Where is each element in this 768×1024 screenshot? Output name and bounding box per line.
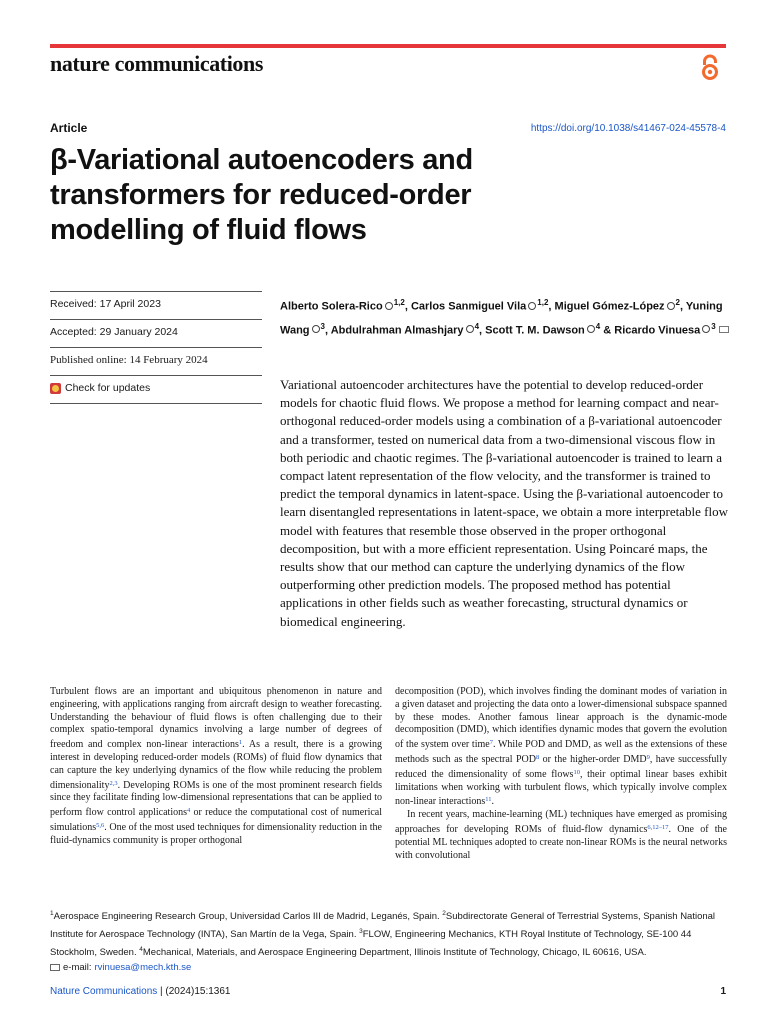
email-line [50,960,726,975]
check-updates-icon [50,383,61,394]
author-name[interactable]: Abdulrahman Almashjary [330,324,464,337]
affiliation-number: 4 [139,946,143,954]
journal-name: nature communications [50,51,264,76]
author-affiliation: 4 [474,321,480,331]
citation-ref[interactable]: 1 [238,739,243,747]
author-separator: , [404,300,411,313]
body-text: . [491,796,495,808]
orcid-icon[interactable] [466,325,474,333]
author-name[interactable]: Alberto Solera-Rico [280,300,383,313]
check-updates-button[interactable] [50,375,262,404]
author-separator: , [679,300,686,313]
affiliation-number: 3 [359,928,363,936]
email-link[interactable]: rvinuesa@mech.kth.se [94,962,192,974]
email-label: e-mail: [63,962,92,974]
accepted-date: Accepted: 29 January 2024 [50,319,262,347]
citation-ref[interactable]: 5,6 [96,821,105,829]
citation-ref[interactable]: 9 [646,753,650,761]
body-column-1 [50,686,382,848]
article-type: Article [50,121,88,135]
author-name[interactable]: Carlos Sanmiguel Vila [410,300,527,313]
body-column-2 [395,686,727,862]
body-text: In recent years, machine-learning (ML) techniques have emerged as promising approaches for developing ROMs of fluid-flow dynamics [395,809,727,835]
citation-ref[interactable]: 2,3 [109,779,118,787]
footer-journal[interactable]: Nature Communications [50,986,158,997]
author-name[interactable]: Ricardo Vinuesa [614,324,701,337]
orcid-icon[interactable] [385,302,393,310]
body-text: Turbulent flows are an important and ubiquitous phenomenon in nature and engineering, with applications ranging from aircraft design to weather forecasting. Understanding the behaviour of fluid flows is often challenging due to their complex spatio-temporal dynamics involving a large number of degrees of freedom and complex non-linear interactions [50,686,382,751]
orcid-icon[interactable] [587,325,595,333]
author-list [280,293,730,340]
body-text: . One of the potential ML techniques adopted to create non-linear ROMs is the neural networks with convolutional [395,823,727,861]
body-text: decomposition (POD), which involves finding the dominant modes of variation in a given dataset and projecting the data onto a lower-dimensional subspace spanned by these modes. Another famous linear approach is the dynamic-mode decomposition (DMD), which identifies dynamic modes that govern the evolution of the system over time [395,686,727,751]
affiliation-name: Mechanical, Materials, and Aerospace Engineering Department, Illinois Institute of Technology, Chicago, IL 60616, USA. [142,947,647,959]
affiliation-number: 1 [50,910,54,917]
affiliation-name: Subdirectorate General of Terrestrial Systems, Spanish National Institute for Aerospace Technology (INTA), San Martín de la Vega, Spain. [50,911,716,941]
footer-citation: | (2024)15:1361 [157,986,231,997]
author-affiliation: 1,2 [393,298,405,307]
affiliation-name: Aerospace Engineering Research Group, Universidad Carlos III de Madrid, Leganés, Spain. [53,911,443,923]
citation-ref[interactable]: 6,12–17 [647,823,669,831]
open-access-icon [700,54,720,82]
author-affiliation: 2 [675,298,680,307]
page-footer [50,986,726,997]
orcid-icon[interactable] [667,302,675,310]
published-date: Published online: 14 February 2024 [50,347,262,375]
orcid-icon[interactable] [312,325,320,333]
body-text: . As a result, there is a growing interest in developing reduced-order models (ROMs) of fluid flow dynamics that can capture the key underlying dynamics of the flow while reducing the problem dimensionality [50,739,382,791]
body-text: or reduce the computational cost of numerical simulations [50,807,382,833]
body-paragraph [50,686,382,848]
citation-ref[interactable]: 7 [489,739,493,747]
author-separator: & [600,324,615,337]
citation-ref[interactable]: 8 [536,753,540,761]
affiliation-number: 2 [442,910,446,917]
doi-link[interactable]: https://doi.org/10.1038/s41467-024-45578-4 [530,123,726,134]
citation-ref[interactable]: 11 [485,796,492,804]
article-title: β-Variational autoencoders and transformers for reduced-order modelling of fluid flows [50,144,473,246]
header-rule [50,44,726,48]
body-text: or the higher-order DMD [539,753,647,765]
author-affiliation: 1,2 [537,298,549,307]
envelope-icon [50,964,60,971]
corresponding-author-mail-icon[interactable] [719,326,729,333]
author-affiliation: 4 [595,321,601,331]
author-affiliation: 3 [711,321,716,331]
author-separator: , [548,300,555,313]
author-affiliation: 3 [320,321,325,331]
body-text: , their optimal linear bases exhibit limitations when working with turbulent flows, which typically involve complex non-linear interactions [395,768,727,808]
body-text: . Developing ROMs is one of the most prominent research fields since they facilitate finding low-dimensional representations that can be applied to perform flow control applications [50,779,382,819]
orcid-icon[interactable] [702,325,710,333]
check-updates-label: Check for updates [65,382,151,394]
orcid-icon[interactable] [528,302,536,310]
affiliations [50,906,726,975]
author-name[interactable]: Scott T. M. Dawson [485,324,585,337]
dates-panel [50,291,262,404]
author-separator: , [324,324,331,337]
citation-ref[interactable]: 4 [187,807,191,815]
affiliation-text [50,906,726,960]
abstract: Variational autoencoder architectures have the potential to develop reduced-order models for chaotic fluid flows. We propose a method for learning compact and near-orthogonal reduced-order models using a combination of a β-variational autoencoder and a transformer, tested on numerical data from a two-dimensional viscous flow in both periodic and chaotic regimes. The β-variational autoencoder is trained to learn a compact latent representation of the flow velocity, and the transformer is trained to predict the temporal dynamics in latent-space. Using the β-variational autoencoder to learn disentangled representations in latent-space, we obtain a more interpretable flow model with features that resemble those observed in the proper orthogonal decomposition, but with a more efficient representation. Using Poincaré maps, the results show that our method can capture the underlying dynamics of the flow outperforming other prediction models. The proposed method has potential applications in other fields such as weather forecasting, structural dynamics or biomedical engineering. [280,377,728,629]
citation-ref[interactable]: 10 [573,768,580,776]
body-text: . While POD and DMD, as well as the extensions of these methods such as the spectral POD [395,739,728,765]
author-name[interactable]: Yuning Wang [280,300,723,337]
received-date: Received: 17 April 2023 [50,291,262,319]
author-separator: , [479,324,486,337]
affiliation-name: FLOW, Engineering Mechanics, KTH Royal Institute of Technology, SE-100 44 Stockholm, Sweden. [50,929,692,959]
author-name[interactable]: Miguel Gómez-López [554,300,665,313]
body-text: . One of the most used techniques for dimensionality reduction in the fluid-dynamics community is proper orthogonal [50,821,382,846]
page-number: 1 [720,986,726,997]
body-text: , have successfully reduced the dimensionality of some flows [395,753,727,780]
body-paragraph [395,686,727,809]
body-paragraph [395,809,727,862]
